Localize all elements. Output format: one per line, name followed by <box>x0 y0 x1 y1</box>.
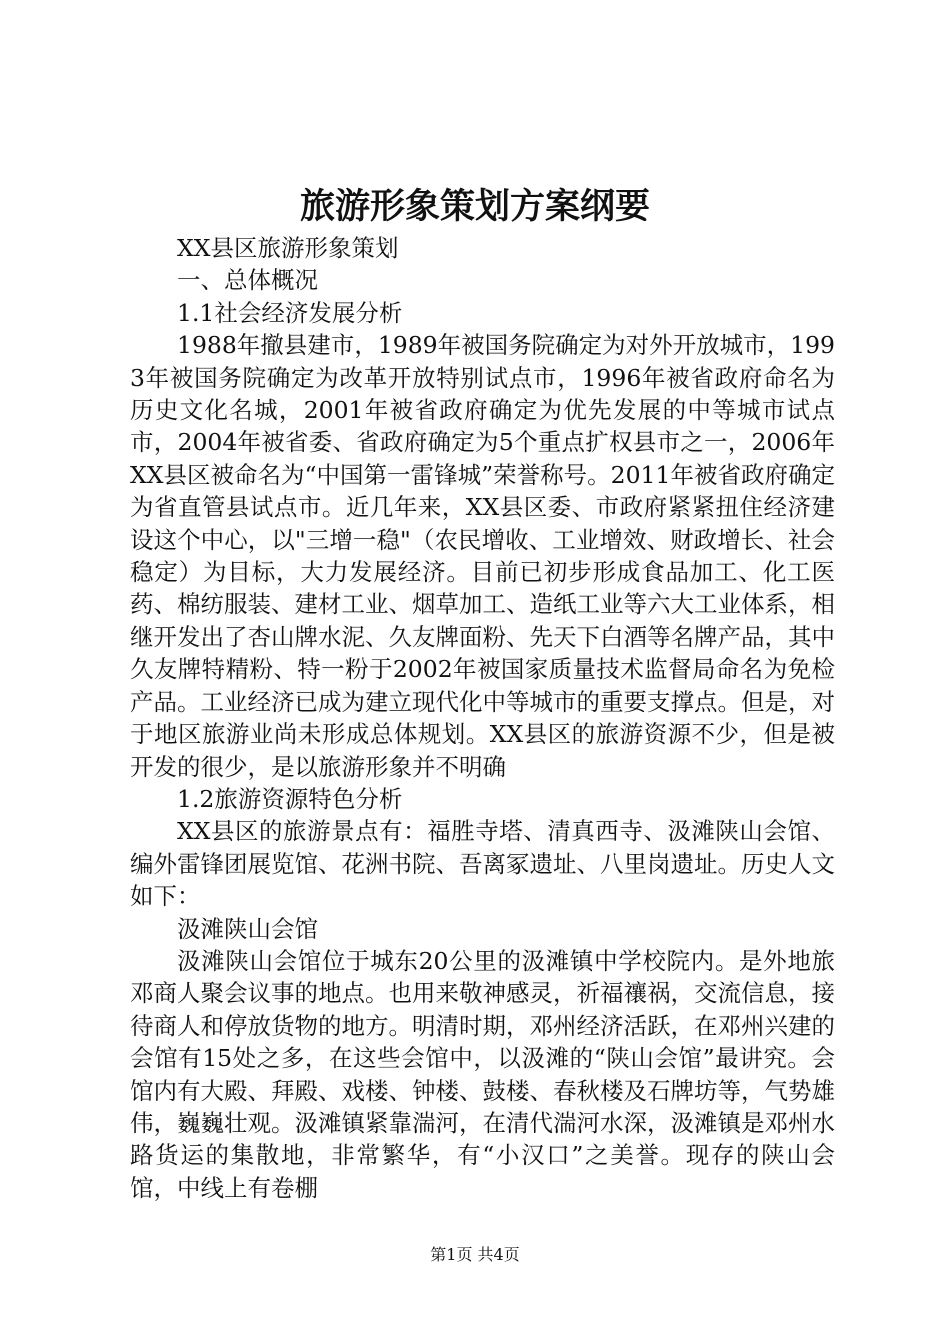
page-footer: 第1页 共4页 <box>430 1245 520 1264</box>
section-heading: 一、总体概况 <box>177 266 318 295</box>
subtitle-paragraph: XX县区旅游形象策划 <box>177 234 399 262</box>
body-paragraph: 汲滩陕山会馆位于城东20公里的汲滩镇中学校院内。是外地旅邓商人聚会议事的地点。也用来敬神感灵，祈福禳祸，交流信息，接待商人和停放货物的地方。明清时期，邓州经济活跃，在邓州兴建的会馆有15处之多，在这些会馆中，以汲滩的“陕山会馆”最讲究。会馆内有大殿、拜殿、戏楼、钟楼、鼓楼、春秋楼及石牌坊等，气势雄伟，巍巍壮观。汲滩镇紧靠湍河，在清代湍河水深，汲滩镇是邓州水路货运的集散地，非常繁华，有“小汉口”之美誉。现存的陕山会馆，中线上有卷棚 <box>130 946 835 1202</box>
document-body <box>130 232 835 1204</box>
subsection-heading: 1.1社会经济发展分析 <box>177 298 403 327</box>
body-paragraph: 1988年撤县建市，1989年被国务院确定为对外开放城市，1993年被国务院确定为改革开放特别试点市，1996年被省政府命名为历史文化名城，2001年被省政府确定为优先发展的中等城市试点市，2004年被省委、省政府确定为5个重点扩权县市之一，2006年XX县区被命名为“中国第一雷锋城”荣誉称号。2011年被省政府确定为省直管县试点市。近几年来，XX县区委、市政府紧紧扭住经济建设这个中心，以"三增一稳"（农民增收、工业增效、财政增长、社会稳定）为目标，大力发展经济。目前已初步形成食品加工、化工医药、棉纺服装、建材工业、烟草加工、造纸工业等六大工业体系，相继开发出了杏山牌水泥、久友牌面粉、先天下白酒等名牌产品，其中久友牌特精粉、特一粉于2002年被国家质量技术监督局命名为免检产品。工业经济已成为建立现代化中等城市的重要支撑点。但是，对于地区旅游业尚未形成总体规划。XX县区的旅游资源不少，但是被开发的很少，是以旅游形象并不明确 <box>130 331 835 781</box>
subsection-heading: 1.2旅游资源特色分析 <box>177 784 403 813</box>
body-paragraph: XX县区的旅游景点有：福胜寺塔、清真西寺、汲滩陕山会馆、编外雷锋团展览馆、花洲书院、吾离冢遗址、八里岗遗址。历史人文如下： <box>130 817 835 911</box>
topic-heading: 汲滩陕山会馆 <box>177 914 318 943</box>
document-title: 旅游形象策划方案纲要 <box>299 186 650 227</box>
